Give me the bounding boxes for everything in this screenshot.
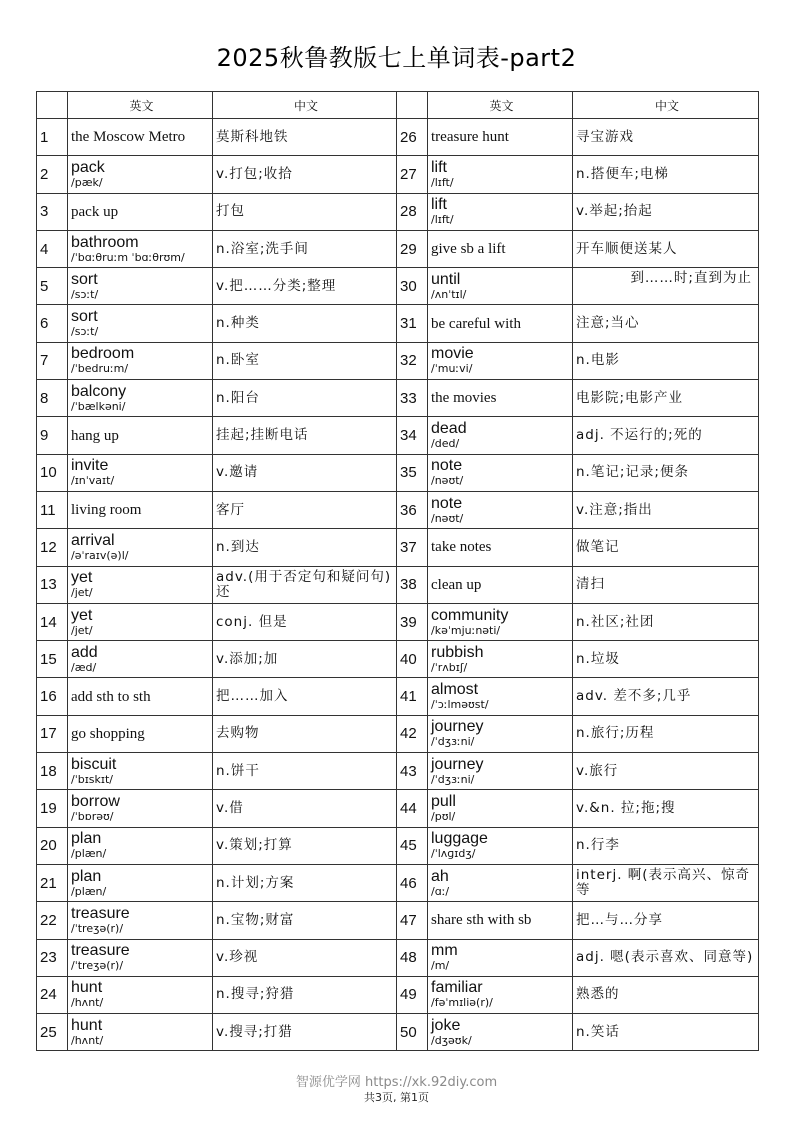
word-number: 34 — [397, 417, 428, 454]
table-row — [37, 753, 759, 790]
word-number: 15 — [37, 641, 68, 678]
word-number: 46 — [397, 864, 428, 901]
english-cell — [428, 417, 573, 454]
phonetic: /hʌnt/ — [71, 1033, 104, 1047]
english-word: invite — [71, 457, 109, 475]
chinese-meaning: n.笑话 — [573, 1014, 759, 1051]
english-word: arrival — [71, 531, 115, 549]
english-cell — [428, 119, 573, 156]
word-number: 25 — [37, 1014, 68, 1051]
table-row — [37, 230, 759, 267]
english-word: hang up — [71, 427, 119, 444]
english-word: note — [431, 457, 463, 475]
phonetic: /æd/ — [71, 660, 97, 674]
word-number: 19 — [37, 790, 68, 827]
english-word: community — [431, 606, 509, 624]
english-word: ah — [431, 867, 449, 885]
chinese-meaning: n.笔记;记录;便条 — [573, 454, 759, 491]
word-number: 49 — [397, 976, 428, 1013]
english-word: treasure hunt — [431, 129, 509, 146]
english-cell — [68, 305, 213, 342]
english-word: pack up — [71, 203, 119, 220]
english-cell — [428, 529, 573, 566]
english-cell — [428, 939, 573, 976]
word-number: 11 — [37, 491, 68, 528]
english-word: the movies — [431, 390, 497, 407]
phonetic: /ˈbɑːθruːm ˈbɑːθrʊm/ — [71, 250, 185, 264]
english-cell — [68, 753, 213, 790]
word-number: 17 — [37, 715, 68, 752]
word-number: 26 — [397, 119, 428, 156]
word-number: 38 — [397, 566, 428, 603]
chinese-meaning: n.旅行;历程 — [573, 715, 759, 752]
word-number: 12 — [37, 529, 68, 566]
phonetic: /ded/ — [431, 437, 460, 451]
table-row — [37, 715, 759, 752]
phonetic: /hʌnt/ — [71, 996, 104, 1010]
word-number: 7 — [37, 342, 68, 379]
english-word: joke — [431, 1016, 461, 1034]
phonetic: /m/ — [431, 959, 450, 973]
phonetic: /ˈbɒrəʊ/ — [71, 809, 114, 823]
english-cell — [68, 119, 213, 156]
table-row — [37, 976, 759, 1013]
word-number: 28 — [397, 193, 428, 230]
chinese-meaning: 开车顺便送某人 — [573, 230, 759, 267]
chinese-meaning: 把……加入 — [213, 678, 397, 715]
word-number: 1 — [37, 119, 68, 156]
english-cell — [428, 827, 573, 864]
table-row — [37, 790, 759, 827]
phonetic: /nəʊt/ — [431, 511, 464, 525]
header-num-left — [37, 92, 68, 119]
chinese-meaning: n.计划;方案 — [213, 864, 397, 901]
english-word: luggage — [431, 830, 488, 848]
phonetic: /ɪnˈvaɪt/ — [71, 474, 115, 488]
english-cell — [68, 641, 213, 678]
phonetic: /ˈdʒɜːni/ — [431, 735, 475, 749]
phonetic: /kəˈmjuːnəti/ — [431, 623, 501, 637]
english-word: movie — [431, 345, 474, 363]
english-cell — [428, 491, 573, 528]
chinese-meaning: 清扫 — [573, 566, 759, 603]
english-cell — [428, 902, 573, 939]
chinese-meaning: n.阳台 — [213, 380, 397, 417]
english-cell — [68, 491, 213, 528]
word-number: 20 — [37, 827, 68, 864]
english-cell — [68, 454, 213, 491]
english-cell — [428, 230, 573, 267]
header-english-left: 英文 — [68, 92, 213, 119]
chinese-meaning: 客厅 — [213, 491, 397, 528]
word-number: 16 — [37, 678, 68, 715]
header-chinese-right: 中文 — [573, 92, 759, 119]
table-row — [37, 529, 759, 566]
chinese-meaning: n.宝物;财富 — [213, 902, 397, 939]
english-word: bathroom — [71, 233, 139, 251]
phonetic: /plæn/ — [71, 847, 107, 861]
phonetic: /ˈmuːvi/ — [431, 362, 473, 376]
chinese-meaning: 注意;当心 — [573, 305, 759, 342]
chinese-meaning: n.到达 — [213, 529, 397, 566]
table-row — [37, 939, 759, 976]
footer-site: 智源优学网 https://xk.92diy.com — [295, 1075, 498, 1090]
english-cell — [428, 603, 573, 640]
word-number: 27 — [397, 156, 428, 193]
chinese-meaning: v.添加;加 — [213, 641, 397, 678]
table-row — [37, 678, 759, 715]
phonetic: /pʊl/ — [431, 809, 456, 823]
english-word: the Moscow Metro — [71, 129, 186, 146]
chinese-meaning: conj. 但是 — [213, 603, 397, 640]
english-word: journey — [431, 755, 484, 773]
word-number: 14 — [37, 603, 68, 640]
english-cell — [428, 305, 573, 342]
english-word: lift — [431, 196, 447, 214]
word-number: 8 — [37, 380, 68, 417]
chinese-meaning: v.注意;指出 — [573, 491, 759, 528]
phonetic: /ˈbedruːm/ — [71, 362, 129, 376]
word-number: 29 — [397, 230, 428, 267]
english-word: biscuit — [71, 755, 117, 773]
chinese-meaning: 去购物 — [213, 715, 397, 752]
english-cell — [68, 529, 213, 566]
chinese-meaning: 打包 — [213, 193, 397, 230]
table-row — [37, 342, 759, 379]
english-word: take notes — [431, 539, 492, 556]
english-word: sort — [71, 308, 98, 326]
english-word: living room — [71, 502, 142, 519]
table-row — [37, 193, 759, 230]
table-row — [37, 1014, 759, 1051]
word-number: 2 — [37, 156, 68, 193]
chinese-meaning: v.策划;打算 — [213, 827, 397, 864]
english-word: be careful with — [431, 315, 521, 332]
english-word: borrow — [71, 792, 120, 810]
word-number: 30 — [397, 268, 428, 305]
english-cell — [68, 342, 213, 379]
table-row — [37, 566, 759, 603]
word-number: 6 — [37, 305, 68, 342]
english-cell — [68, 230, 213, 267]
phonetic: /lɪft/ — [431, 175, 454, 189]
english-cell — [428, 342, 573, 379]
english-word: clean up — [431, 576, 482, 593]
english-cell — [428, 380, 573, 417]
english-word: familiar — [431, 979, 483, 997]
english-cell — [428, 641, 573, 678]
english-cell — [428, 864, 573, 901]
english-word: yet — [71, 606, 93, 624]
chinese-meaning: v.打包;收拾 — [213, 156, 397, 193]
phonetic: /lɪft/ — [431, 213, 454, 227]
table-row — [37, 156, 759, 193]
english-cell — [68, 976, 213, 1013]
chinese-meaning: 熟悉的 — [573, 976, 759, 1013]
english-cell — [68, 380, 213, 417]
english-word: dead — [431, 420, 467, 438]
word-number: 48 — [397, 939, 428, 976]
word-number: 21 — [37, 864, 68, 901]
chinese-meaning: adv.(用于否定句和疑问句)还 — [213, 566, 397, 603]
word-number: 33 — [397, 380, 428, 417]
english-word: give sb a lift — [431, 241, 506, 258]
chinese-meaning: n.社区;社团 — [573, 603, 759, 640]
table-row — [37, 454, 759, 491]
word-number: 44 — [397, 790, 428, 827]
english-word: journey — [431, 718, 484, 736]
chinese-meaning: n.电影 — [573, 342, 759, 379]
english-cell — [428, 976, 573, 1013]
english-word: lift — [431, 158, 447, 176]
english-cell — [428, 715, 573, 752]
word-number: 13 — [37, 566, 68, 603]
english-word: treasure — [71, 942, 130, 960]
english-cell — [68, 939, 213, 976]
english-cell — [68, 1014, 213, 1051]
chinese-meaning: v.珍视 — [213, 939, 397, 976]
english-cell — [68, 864, 213, 901]
table-row — [37, 380, 759, 417]
chinese-meaning: v.旅行 — [573, 753, 759, 790]
english-word: add — [71, 643, 98, 661]
word-number: 5 — [37, 268, 68, 305]
chinese-meaning: 莫斯科地铁 — [213, 119, 397, 156]
phonetic: /ˈtreʒə(r)/ — [71, 921, 124, 935]
chinese-meaning: v.举起;抬起 — [573, 193, 759, 230]
table-row — [37, 417, 759, 454]
word-number: 31 — [397, 305, 428, 342]
chinese-meaning: 把…与…分享 — [573, 902, 759, 939]
phonetic: /jet/ — [71, 586, 93, 600]
english-word: plan — [71, 830, 102, 848]
header-english-right: 英文 — [428, 92, 573, 119]
chinese-meaning: n.搜寻;狩猎 — [213, 976, 397, 1013]
chinese-meaning: 电影院;电影产业 — [573, 380, 759, 417]
chinese-meaning: adj. 嗯(表示喜欢、同意等) — [573, 939, 759, 976]
english-cell — [428, 678, 573, 715]
english-word: bedroom — [71, 345, 135, 363]
phonetic: /dʒəʊk/ — [431, 1033, 472, 1047]
english-word: note — [431, 494, 463, 512]
table-row — [37, 902, 759, 939]
page-title: 2025秋鲁教版七上单词表-part2 — [216, 44, 577, 72]
phonetic: /ˈbɪskɪt/ — [71, 772, 114, 786]
chinese-meaning: n.种类 — [213, 305, 397, 342]
word-number: 18 — [37, 753, 68, 790]
chinese-meaning: 寻宝游戏 — [573, 119, 759, 156]
chinese-meaning: n.浴室;洗手间 — [213, 230, 397, 267]
phonetic: /ˈɔːlməʊst/ — [431, 698, 489, 712]
phonetic: /jet/ — [71, 623, 93, 637]
phonetic: /plæn/ — [71, 884, 107, 898]
vocabulary-table — [36, 91, 759, 1051]
phonetic: /ˈrʌbɪʃ/ — [431, 660, 468, 674]
word-number: 9 — [37, 417, 68, 454]
english-cell — [428, 268, 573, 305]
chinese-meaning: v.把……分类;整理 — [213, 268, 397, 305]
english-word: add sth to sth — [71, 688, 151, 705]
english-word: mm — [431, 942, 458, 960]
header-chinese-left: 中文 — [213, 92, 397, 119]
word-number: 42 — [397, 715, 428, 752]
word-number: 10 — [37, 454, 68, 491]
english-word: plan — [71, 867, 102, 885]
header-num-right — [397, 92, 428, 119]
english-cell — [68, 566, 213, 603]
chinese-meaning: v.借 — [213, 790, 397, 827]
english-word: share sth with sb — [431, 912, 532, 929]
word-number: 47 — [397, 902, 428, 939]
footer-page-number: 共3页, 第1页 — [364, 1091, 429, 1104]
english-word: balcony — [71, 382, 127, 400]
phonetic: /ˈtreʒə(r)/ — [71, 959, 124, 973]
chinese-meaning: 挂起;挂断电话 — [213, 417, 397, 454]
english-cell — [68, 268, 213, 305]
phonetic: /sɔːt/ — [71, 287, 99, 301]
chinese-meaning: n.行李 — [573, 827, 759, 864]
table-row — [37, 305, 759, 342]
english-word: until — [431, 270, 461, 288]
word-number: 50 — [397, 1014, 428, 1051]
table-row — [37, 641, 759, 678]
english-word: pack — [71, 158, 105, 176]
phonetic: /ʌnˈtɪl/ — [431, 287, 467, 301]
word-number: 37 — [397, 529, 428, 566]
word-number: 45 — [397, 827, 428, 864]
chinese-meaning: interj. 啊(表示高兴、惊奇等 — [573, 864, 759, 901]
english-word: hunt — [71, 979, 103, 997]
word-number: 35 — [397, 454, 428, 491]
chinese-meaning: adj. 不运行的;死的 — [573, 417, 759, 454]
english-cell — [68, 715, 213, 752]
chinese-meaning: n.搭便车;电梯 — [573, 156, 759, 193]
word-number: 43 — [397, 753, 428, 790]
chinese-meaning: n.卧室 — [213, 342, 397, 379]
table-row — [37, 603, 759, 640]
word-number: 23 — [37, 939, 68, 976]
english-cell — [428, 566, 573, 603]
table-row — [37, 827, 759, 864]
english-word: yet — [71, 569, 93, 587]
word-number: 39 — [397, 603, 428, 640]
english-cell — [68, 193, 213, 230]
english-cell — [68, 678, 213, 715]
phonetic: /ɑː/ — [431, 884, 450, 898]
word-number: 3 — [37, 193, 68, 230]
table-header-row — [37, 92, 759, 119]
english-cell — [68, 156, 213, 193]
english-word: go shopping — [71, 725, 145, 742]
word-number: 32 — [397, 342, 428, 379]
chinese-meaning: n.饼干 — [213, 753, 397, 790]
english-word: hunt — [71, 1016, 103, 1034]
chinese-meaning: v.搜寻;打猎 — [213, 1014, 397, 1051]
phonetic: /ˈlʌɡɪdʒ/ — [431, 847, 476, 861]
word-number: 40 — [397, 641, 428, 678]
english-word: pull — [431, 792, 456, 810]
phonetic: /fəˈmɪliə(r)/ — [431, 996, 493, 1010]
english-cell — [68, 790, 213, 827]
table-body — [37, 119, 759, 1051]
table-row — [37, 119, 759, 156]
english-word: almost — [431, 681, 479, 699]
chinese-meaning: v.&n. 拉;拖;搜 — [573, 790, 759, 827]
english-cell — [428, 790, 573, 827]
word-number: 41 — [397, 678, 428, 715]
chinese-meaning: adv. 差不多;几乎 — [573, 678, 759, 715]
phonetic: /nəʊt/ — [431, 474, 464, 488]
phonetic: /ˈbælkəni/ — [71, 399, 126, 413]
english-cell — [428, 156, 573, 193]
english-word: sort — [71, 270, 98, 288]
chinese-meaning: 到……时;直到为止 — [573, 268, 759, 305]
english-cell — [428, 753, 573, 790]
english-cell — [428, 193, 573, 230]
english-cell — [428, 1014, 573, 1051]
word-number: 22 — [37, 902, 68, 939]
phonetic: /əˈraɪv(ə)l/ — [71, 548, 129, 562]
table-row — [37, 491, 759, 528]
english-word: rubbish — [431, 643, 484, 661]
word-number: 24 — [37, 976, 68, 1013]
english-cell — [68, 902, 213, 939]
word-number: 4 — [37, 230, 68, 267]
table-row — [37, 268, 759, 305]
english-word: treasure — [71, 904, 130, 922]
english-cell — [68, 417, 213, 454]
chinese-meaning: n.垃圾 — [573, 641, 759, 678]
phonetic: /pæk/ — [71, 175, 103, 189]
chinese-meaning: 做笔记 — [573, 529, 759, 566]
phonetic: /ˈdʒɜːni/ — [431, 772, 475, 786]
chinese-meaning: v.邀请 — [213, 454, 397, 491]
english-cell — [428, 454, 573, 491]
english-cell — [68, 603, 213, 640]
phonetic: /sɔːt/ — [71, 325, 99, 339]
table-row — [37, 864, 759, 901]
english-cell — [68, 827, 213, 864]
word-number: 36 — [397, 491, 428, 528]
